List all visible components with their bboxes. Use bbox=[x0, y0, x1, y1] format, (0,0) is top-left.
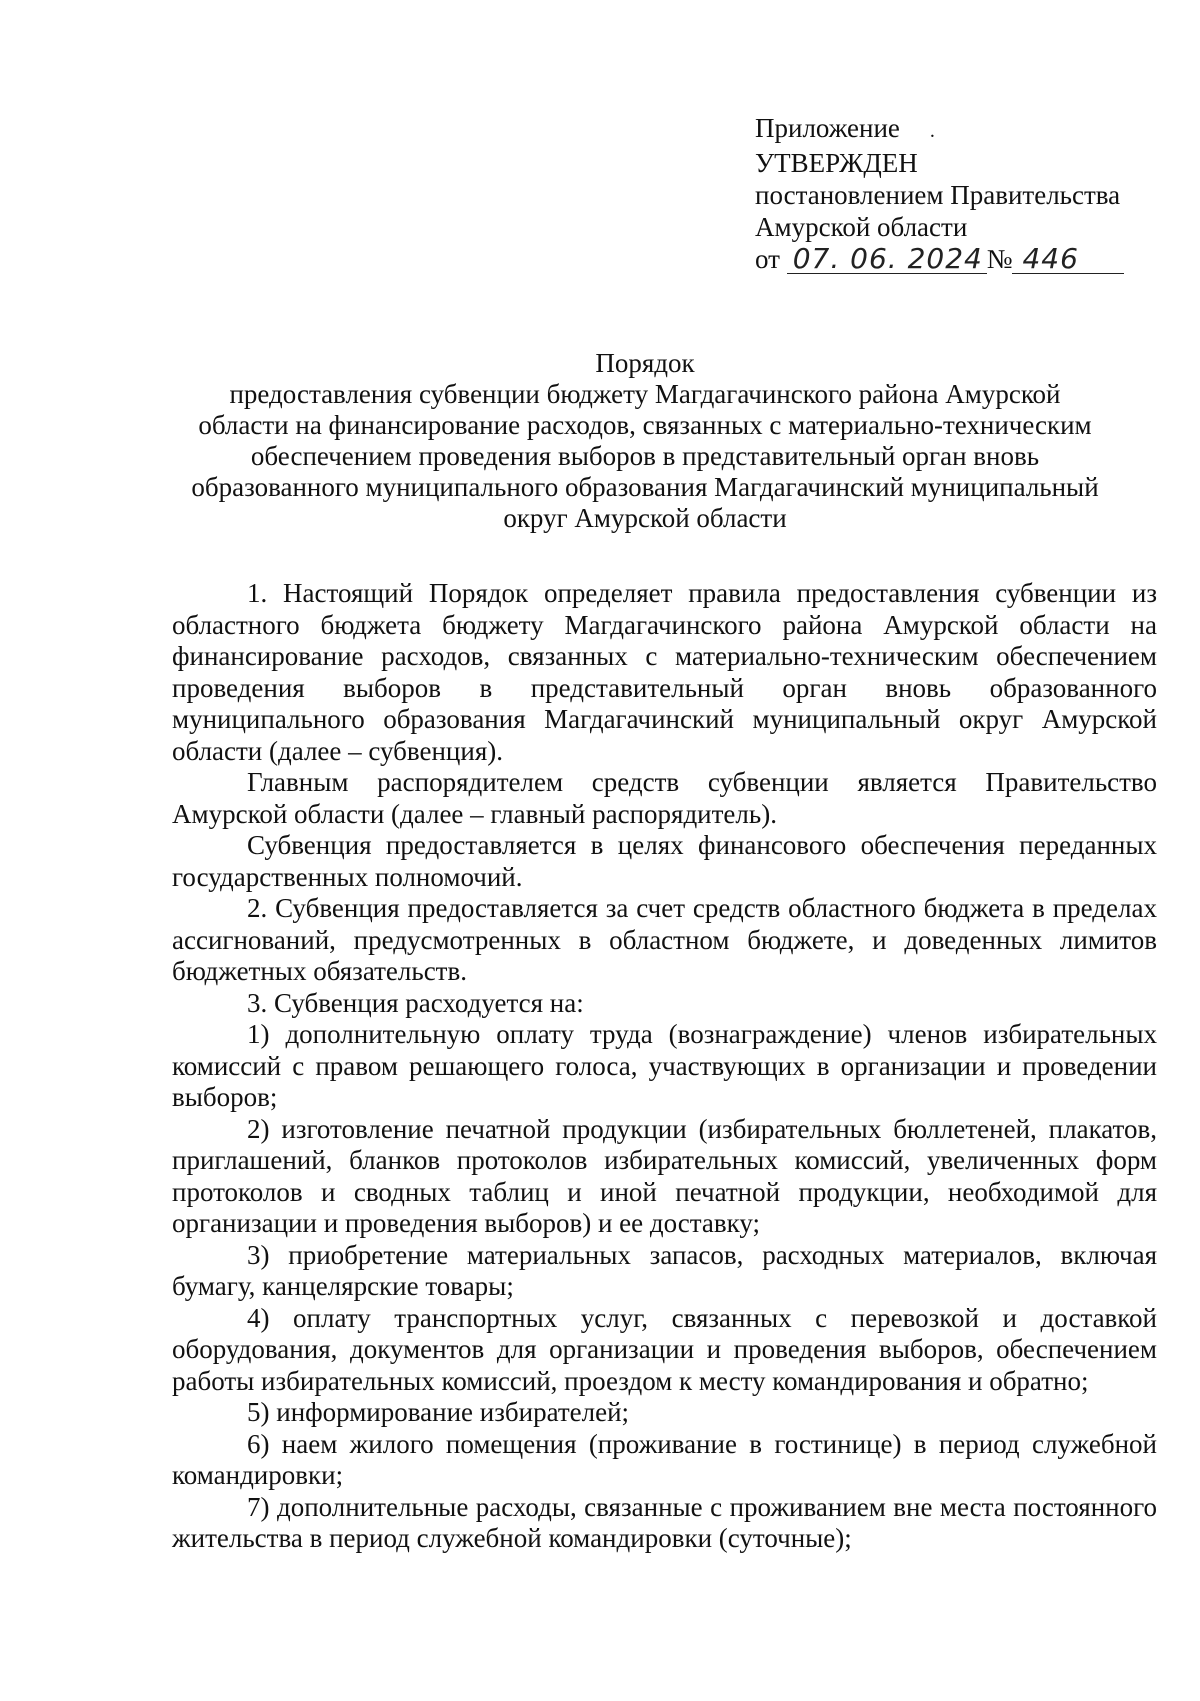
document-body bbox=[172, 578, 1157, 1555]
list-item: 2) изготовление печатной продукции (избирательных бюллетеней, плакатов, приглашений, бланков протоколов избирательных комиссий, увеличенных форм протоколов и сводных таблиц и иной печатной продукции, необходимой для организации и проведения выборов) и ее доставку; bbox=[172, 1113, 1157, 1238]
date-prefix: от bbox=[755, 244, 780, 274]
title-line-3: области на финансирование расходов, связанных с материально-техническим bbox=[198, 410, 1092, 440]
approved-label: УТВЕРЖДЕН bbox=[755, 148, 918, 178]
paragraph: 2. Субвенция предоставляется за счет средств областного бюджета в пределах ассигнований, предусмотренных в областном бюджете, и доведенных лимитов бюджетных обязательств. bbox=[172, 893, 1157, 986]
paragraph: Главным распорядителем средств субвенции является Правительство Амурской области (далее – главный распорядитель). bbox=[172, 767, 1157, 829]
list-item: 7) дополнительные расходы, связанные с проживанием вне места постоянного жительства в период служебной командировки (суточные); bbox=[172, 1491, 1157, 1553]
paragraph: 3. Субвенция расходуется на: bbox=[247, 987, 584, 1018]
date-number-line bbox=[755, 243, 1175, 275]
title-line-2: предоставления субвенции бюджету Магдагачинского района Амурской bbox=[229, 379, 1061, 409]
document-title bbox=[170, 348, 1120, 534]
appendix-text: Приложение bbox=[755, 113, 900, 143]
list-item: 6) наем жилого помещения (проживание в гостинице) в период служебной командировки; bbox=[172, 1428, 1157, 1490]
handwritten-date: 07. 06. 2024 bbox=[787, 245, 987, 274]
appendix-label bbox=[755, 112, 1175, 147]
list-item: 1) дополнительную оплату труда (вознаграждение) членов избирательных комиссий с правом решающего голоса, участвующих в организации и проведении выборов; bbox=[172, 1019, 1157, 1112]
list-item: 3) приобретение материальных запасов, расходных материалов, включая бумагу, канцелярские товары; bbox=[172, 1239, 1157, 1301]
list-item: 5) информирование избирателей; bbox=[247, 1397, 630, 1427]
number-sign: № bbox=[986, 244, 1013, 274]
paragraph: Субвенция предоставляется в целях финансового обеспечения переданных государственных полномочий. bbox=[172, 830, 1157, 892]
resolution-label: постановлением Правительства bbox=[755, 180, 1121, 210]
list-item: 4) оплату транспортных услуг, связанных с перевозкой и доставкой оборудования, документов для организации и проведения выборов, обеспечением работы избирательных комиссий, проездом к месту командирования и обратно; bbox=[172, 1302, 1157, 1396]
title-line-5: образованного муниципального образования Магдагачинский муниципальный bbox=[191, 472, 1099, 502]
title-line-1: Порядок bbox=[595, 348, 695, 378]
paragraph: 1. Настоящий Порядок определяет правила предоставления субвенции из областного бюджета бюджету Магдагачинского района Амурской области на финансирование расходов, связанных с материально-техническим обеспечением проведения выборов в представительный орган вновь образованного муниципального образования Магдагачинский муниципальный округ Амурской области (далее – субвенция). bbox=[172, 578, 1157, 766]
title-line-4: обеспечением проведения выборов в представительный орган вновь bbox=[250, 441, 1040, 471]
title-line-6: округ Амурской области bbox=[503, 503, 787, 533]
handwritten-number: 446 bbox=[1012, 245, 1124, 274]
region-label: Амурской области bbox=[755, 212, 968, 242]
stray-mark: . bbox=[929, 120, 935, 142]
approval-header bbox=[755, 112, 1175, 275]
